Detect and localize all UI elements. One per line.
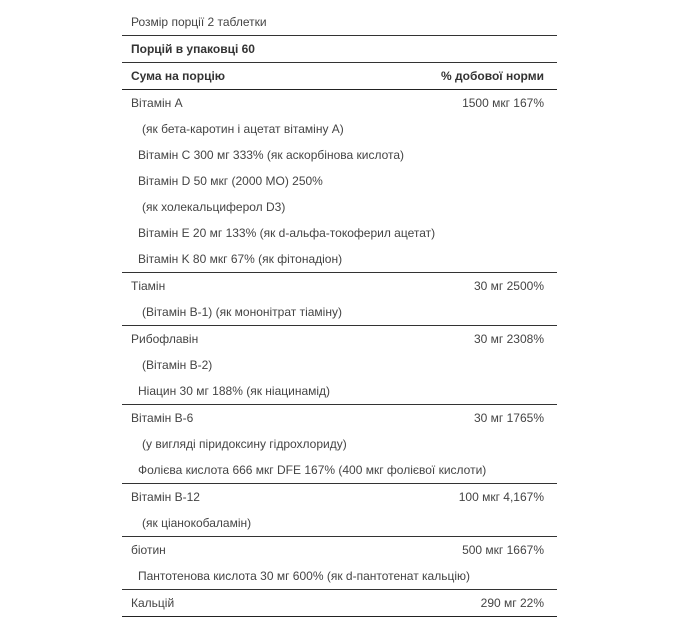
serving-size: Розмір порції 2 таблетки bbox=[131, 15, 267, 29]
nutrient-row-vitamin-a bbox=[122, 90, 557, 116]
nutrient-detail-row bbox=[122, 352, 557, 378]
nutrient-amount: 100 мкг 4,167% bbox=[458, 490, 544, 504]
nutrient-amount: 500 мкг 1667% bbox=[462, 543, 544, 557]
nutrient-detail: (Вітамін B-1) (як мононітрат тіаміну) bbox=[142, 305, 342, 319]
nutrient-detail: Ніацин 30 мг 188% (як ніацинамід) bbox=[138, 384, 331, 398]
nutrient-detail: (Вітамін B-2) bbox=[142, 358, 213, 372]
nutrient-name: Рибофлавін bbox=[131, 332, 199, 346]
serving-size-row bbox=[122, 0, 557, 36]
nutrient-detail: Пантотенова кислота 30 мг 600% (як d-пантотенат кальцію) bbox=[138, 569, 471, 583]
nutrient-row-biotin bbox=[122, 537, 557, 563]
nutrient-detail: Вітамін C 300 мг 333% (як аскорбінова кислота) bbox=[138, 148, 405, 162]
nutrient-amount: 290 мг 22% bbox=[480, 596, 544, 610]
nutrient-detail: (як ціанокобаламін) bbox=[142, 516, 252, 530]
nutrient-name: Вітамін B-6 bbox=[131, 411, 194, 425]
nutrient-row-thiamin bbox=[122, 273, 557, 299]
daily-value-header: % добової норми bbox=[441, 69, 544, 83]
nutrient-detail: (у вигляді піридоксину гідрохлориду) bbox=[142, 437, 347, 451]
table-header-row bbox=[122, 63, 557, 90]
nutrient-amount: 1500 мкг 167% bbox=[462, 96, 544, 110]
nutrient-amount: 30 мг 2308% bbox=[473, 332, 544, 346]
nutrient-detail: (як холекальциферол D3) bbox=[142, 200, 286, 214]
nutrient-name: Кальцій bbox=[131, 596, 175, 610]
nutrient-name: Вітамін B-12 bbox=[131, 490, 200, 504]
nutrient-row-vitamin-c bbox=[122, 142, 557, 168]
supplement-facts-table bbox=[122, 0, 557, 617]
nutrient-row-vitamin-e bbox=[122, 220, 557, 246]
nutrient-row-riboflavin bbox=[122, 326, 557, 352]
amount-per-serving-header: Сума на порцію bbox=[131, 69, 226, 83]
nutrient-amount: 30 мг 2500% bbox=[473, 279, 544, 293]
nutrient-detail: Вітамін D 50 мкг (2000 МО) 250% bbox=[138, 174, 323, 188]
nutrient-row-vitamin-d bbox=[122, 168, 557, 194]
servings-per-container-row bbox=[122, 36, 557, 63]
nutrient-detail-row bbox=[122, 431, 557, 457]
nutrient-detail-row bbox=[122, 116, 557, 142]
servings-per-container: Порцій в упаковці 60 bbox=[131, 42, 255, 56]
nutrient-row-calcium bbox=[122, 590, 557, 617]
nutrient-detail: Фолієва кислота 666 мкг DFE 167% (400 мкг фолієвої кислоти) bbox=[138, 463, 487, 477]
nutrient-name: біотин bbox=[131, 543, 166, 557]
nutrient-row-folate bbox=[122, 457, 557, 484]
nutrient-name: Вітамін А bbox=[131, 96, 183, 110]
nutrient-amount: 30 мг 1765% bbox=[473, 411, 544, 425]
nutrient-row-vitamin-b12 bbox=[122, 484, 557, 510]
nutrient-name: Тіамін bbox=[131, 279, 166, 293]
nutrient-row-niacin bbox=[122, 378, 557, 405]
nutrient-detail: Вітамін K 80 мкг 67% (як фітонадіон) bbox=[138, 252, 343, 266]
nutrient-detail-row bbox=[122, 194, 557, 220]
nutrient-detail-row bbox=[122, 299, 557, 326]
nutrient-row-pantothenic-acid bbox=[122, 563, 557, 590]
nutrient-detail: Вітамін E 20 мг 133% (як d-альфа-токоферил ацетат) bbox=[138, 226, 436, 240]
nutrient-row-vitamin-k bbox=[122, 246, 557, 273]
nutrient-detail-row bbox=[122, 510, 557, 537]
nutrient-row-vitamin-b6 bbox=[122, 405, 557, 431]
nutrient-detail: (як бета-каротин і ацетат вітаміну А) bbox=[142, 122, 344, 136]
